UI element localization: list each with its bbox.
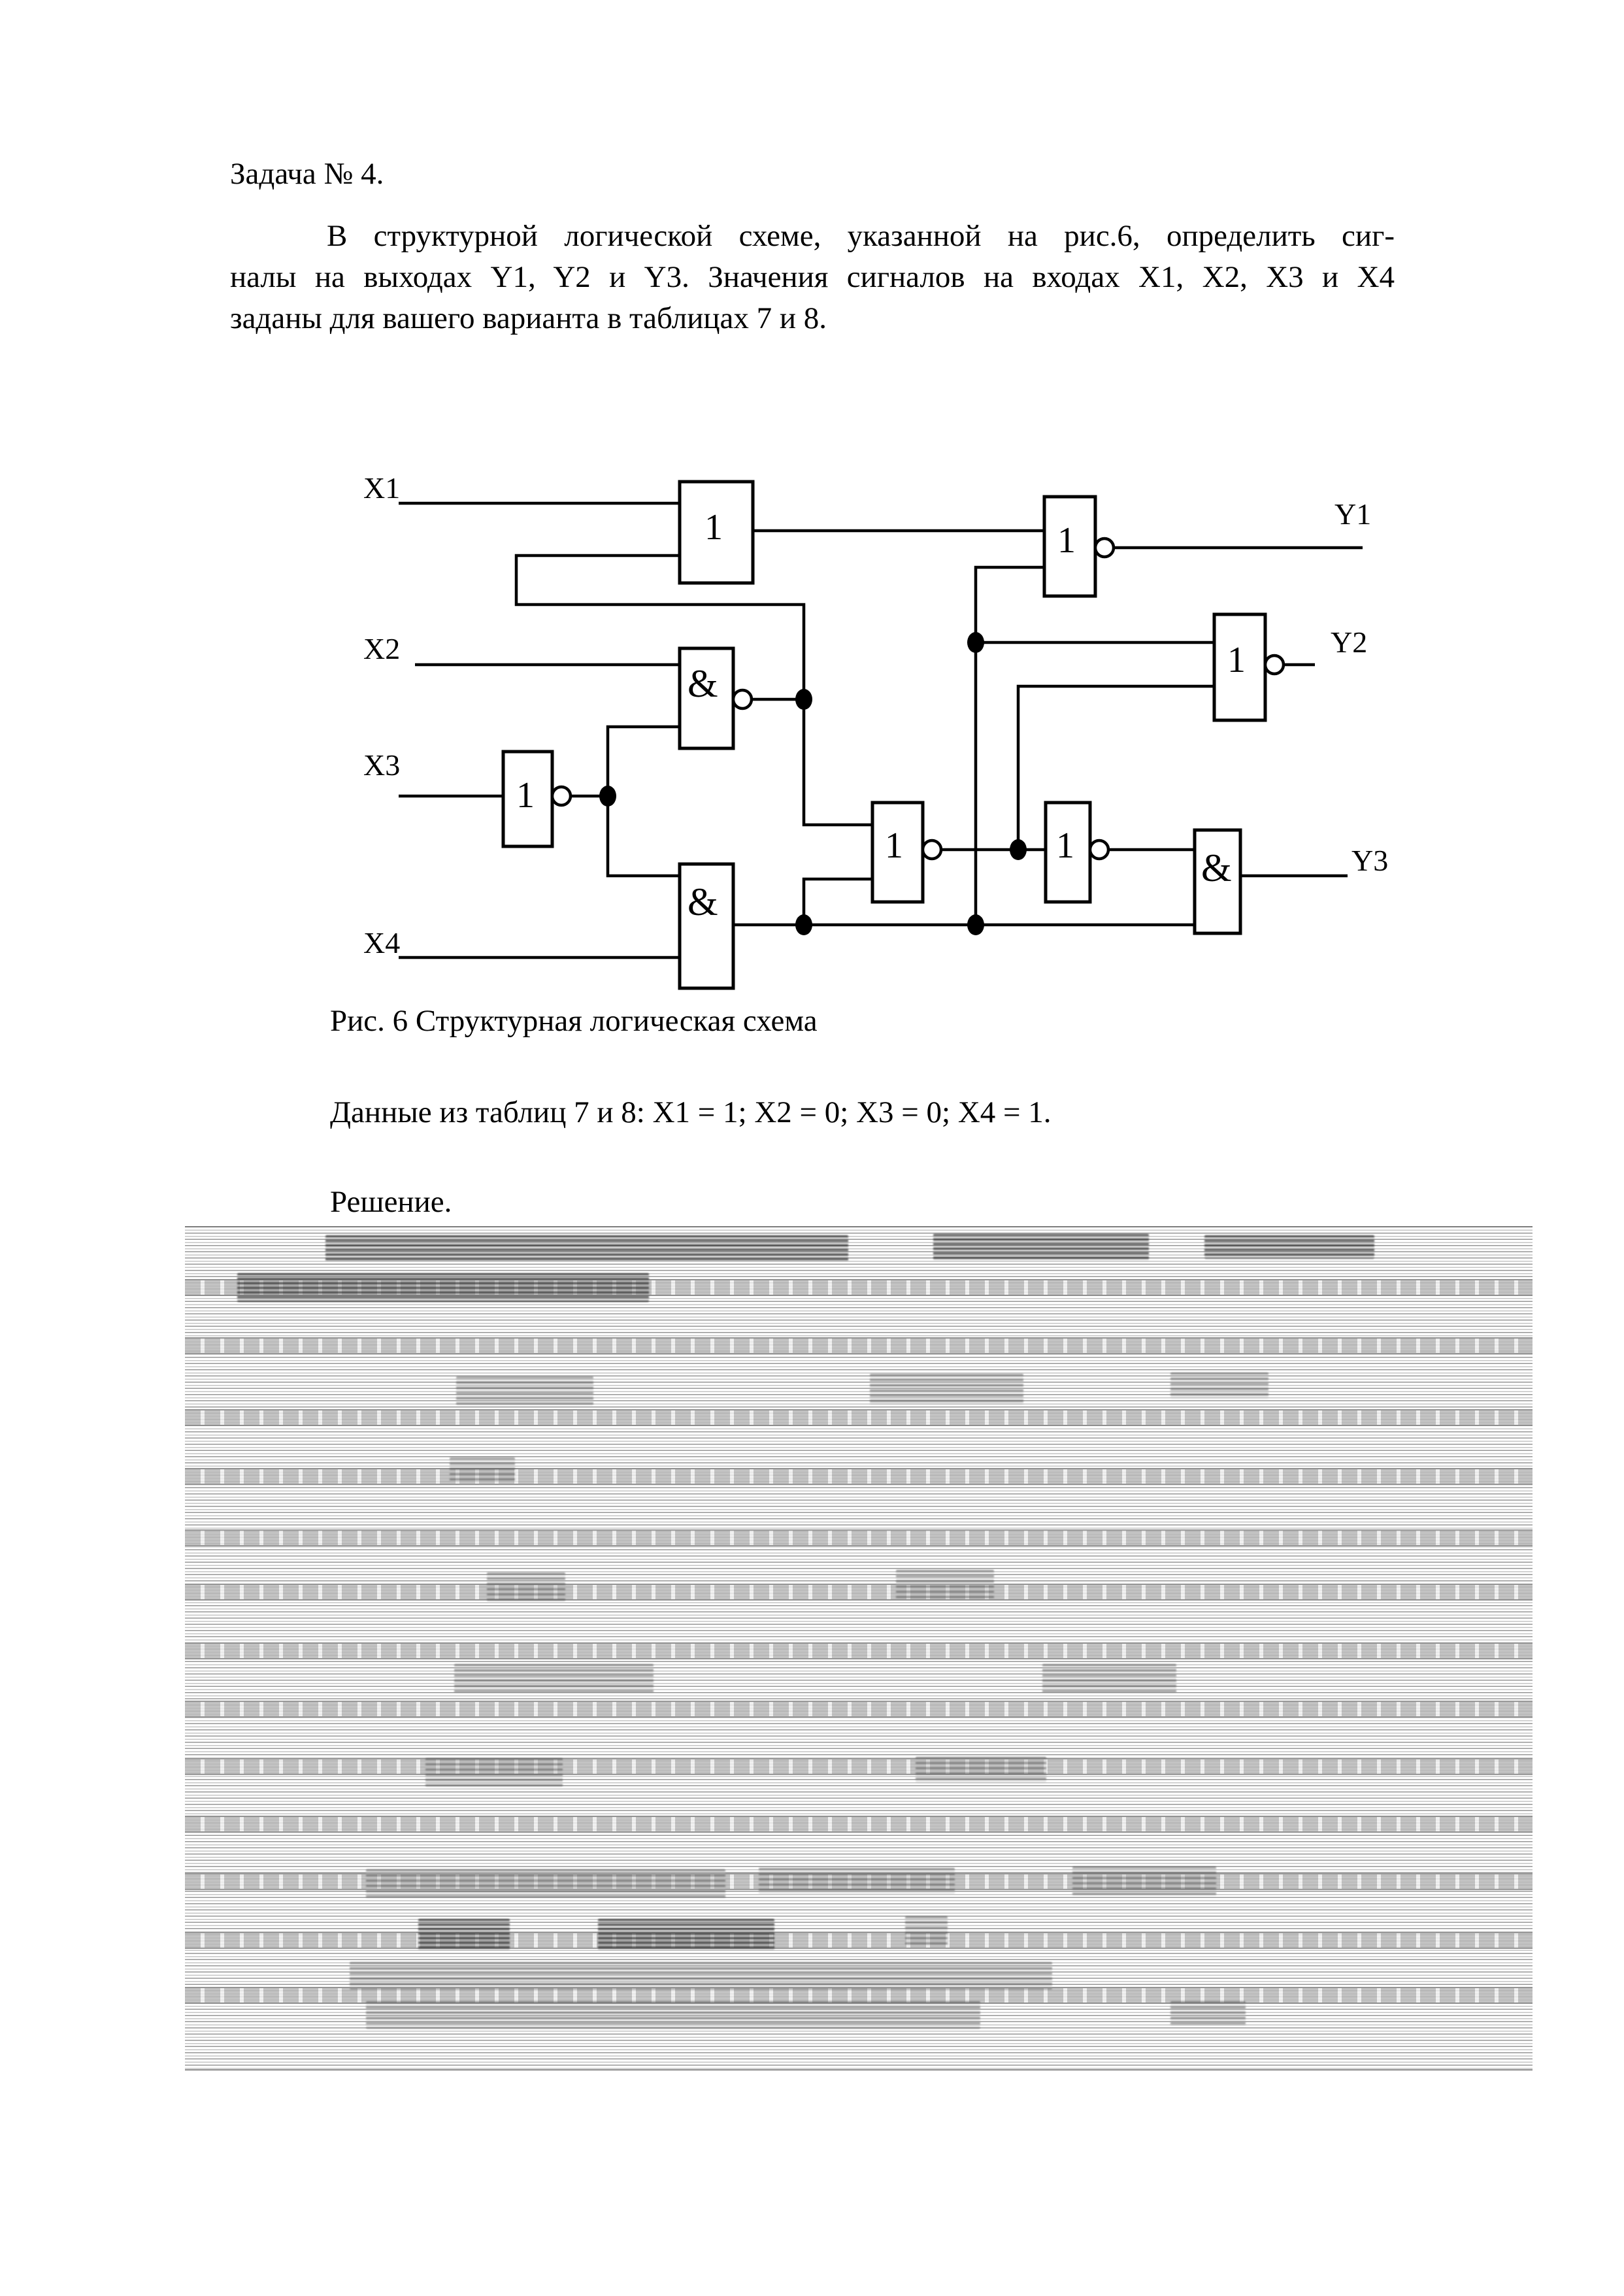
corrupt-text-smudge: [450, 1457, 515, 1482]
output-label-y3: Y3: [1351, 844, 1389, 877]
paragraph-line-2: налы на выходах Y1, Y2 и Y3. Значения сигналов на входах X1, X2, X3 и X4: [230, 260, 1395, 294]
corrupt-text-smudge: [598, 1919, 774, 1950]
paragraph-line-1: В структурной логической схеме, указанной на рис.6, определить сиг-: [327, 219, 1395, 253]
corrupt-text-smudge: [1170, 1373, 1268, 1399]
gate-and-y3: [1195, 830, 1240, 933]
gate-nor-y2-label: 1: [1227, 640, 1246, 680]
inverter-bubble: [733, 690, 752, 708]
corrupt-text-smudge: [366, 2001, 980, 2029]
corrupt-text-smudge: [454, 1664, 654, 1693]
gate-nor-y2: [1214, 614, 1284, 720]
gate-and-y3-label: &: [1201, 846, 1232, 890]
wire-nand-down-to-nor-mid: [804, 699, 872, 825]
corrupt-band: [185, 1701, 1533, 1718]
corrupt-text-smudge: [366, 1869, 725, 1898]
wire-notx3-up-to-nand: [608, 727, 680, 796]
corrupt-text-smudge: [487, 1572, 565, 1601]
gate-or-top-label: 1: [704, 507, 723, 548]
corrupt-text-smudge: [237, 1273, 649, 1302]
gate-nor-y1-label: 1: [1057, 520, 1076, 561]
gate-nor-mid: [872, 803, 941, 902]
corrupt-text-smudge: [933, 1234, 1149, 1260]
junction-dot: [967, 632, 984, 653]
corrupt-band: [185, 1337, 1533, 1354]
wire-and-up-to-nor-mid: [804, 879, 872, 925]
gate-and-x4-label: &: [688, 880, 718, 923]
gate-and-x4: [680, 864, 733, 988]
inverter-bubble: [1265, 656, 1284, 674]
gate-not-x3: [503, 752, 571, 846]
wire-nand-feedback-to-or: [516, 556, 804, 699]
corrupt-text-smudge: [759, 1868, 955, 1894]
corrupt-band: [185, 1409, 1533, 1426]
inverter-bubble: [923, 840, 941, 859]
junction-dot: [599, 786, 616, 807]
corrupt-band: [185, 1468, 1533, 1485]
corrupt-text-smudge: [350, 1962, 1052, 1989]
corrupt-band: [185, 1642, 1533, 1659]
corrupted-solution-region: [185, 1226, 1533, 2071]
inverter-bubble: [1095, 539, 1114, 557]
problem-title: Задача № 4.: [230, 157, 384, 191]
corrupt-text-smudge: [1042, 1664, 1176, 1693]
corrupt-text-smudge: [870, 1374, 1023, 1405]
corrupt-text-smudge: [916, 1757, 1046, 1783]
wire-notx3-down-to-and: [608, 796, 680, 876]
gate-nand-x2: [680, 648, 752, 748]
input-label-x1: X1: [363, 471, 401, 505]
inverter-bubble: [1090, 840, 1108, 859]
input-label-x4: X4: [363, 926, 401, 959]
corrupt-text-smudge: [456, 1376, 593, 1405]
corrupt-text-smudge: [1204, 1235, 1374, 1259]
logic-circuit-figure: [327, 431, 1412, 1007]
corrupt-text-smudge: [905, 1916, 948, 1945]
gate-nor-y1: [1044, 497, 1114, 596]
corrupt-text-smudge: [896, 1570, 994, 1599]
gate-not-mid-label: 1: [1056, 825, 1074, 866]
gate-not-mid: [1046, 803, 1108, 902]
input-label-x2: X2: [363, 632, 401, 665]
corrupt-text-smudge: [1170, 2001, 1246, 2026]
corrupt-text-smudge: [325, 1235, 848, 1261]
input-label-x3: X3: [363, 748, 401, 782]
junction-dot: [795, 689, 812, 710]
wire-and-up-to-nor-y1: [976, 567, 1044, 925]
corrupt-text-smudge: [418, 1919, 510, 1950]
corrupt-text-smudge: [1072, 1867, 1216, 1895]
problem-statement: [230, 216, 1395, 339]
corrupt-band: [185, 1584, 1533, 1601]
junction-dot: [795, 914, 812, 935]
input-values-line: Данные из таблиц 7 и 8: X1 = 1; X2 = 0; X3 = 0; X4 = 1.: [330, 1095, 1052, 1129]
gate-nor-mid-label: 1: [885, 825, 903, 866]
figure-caption: Рис. 6 Структурная логическая схема: [330, 1004, 818, 1038]
output-label-y2: Y2: [1331, 625, 1368, 659]
corrupt-band: [185, 1816, 1533, 1833]
corrupt-text-smudge: [425, 1758, 563, 1787]
corrupt-band: [185, 1932, 1533, 1949]
corrupt-band: [185, 1529, 1533, 1546]
junction-dot: [1010, 839, 1027, 860]
corrupt-band: [185, 1758, 1533, 1775]
gate-not-x3-label: 1: [516, 775, 535, 816]
paragraph-line-3: заданы для вашего варианта в таблицах 7 и 8.: [230, 301, 827, 335]
junction-dot: [967, 914, 984, 935]
output-label-y1: Y1: [1334, 497, 1372, 531]
gate-or-top: [680, 482, 753, 583]
gate-nand-x2-label: &: [688, 662, 718, 705]
inverter-bubble: [552, 787, 571, 805]
solution-label: Решение.: [330, 1185, 452, 1219]
